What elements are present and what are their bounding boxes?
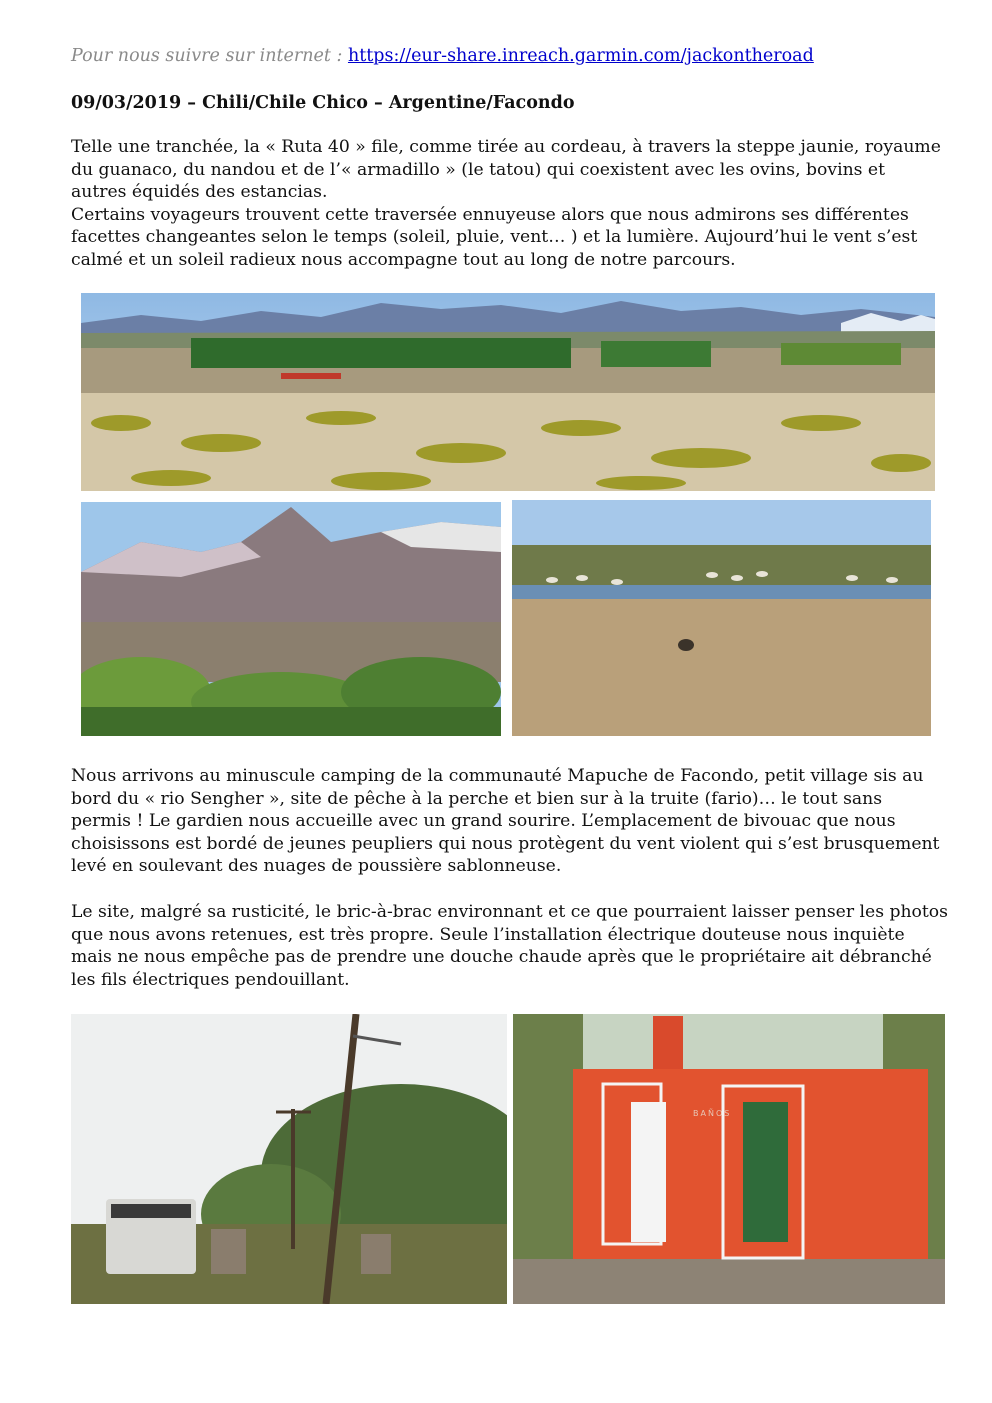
text-line: calmé et un soleil radieux nous accompagne tout au long de notre parcours. <box>71 249 736 270</box>
campsite-photo <box>71 1014 507 1304</box>
page-title: 09/03/2019 – Chili/Chile Chico – Argentine/Facondo <box>71 93 575 113</box>
text-line: bord du « rio Sengher », site de pêche à la perche et bien sur à la truite (fario)… le tout sans <box>71 788 883 809</box>
text-line: permis ! Le gardien nous accueille avec un grand sourire. L’emplacement de bivouac que nous <box>71 811 896 832</box>
text-line: facettes changeantes selon le temps (soleil, pluie, vent… ) et la lumière. Aujourd’hui le vent s’est <box>71 227 918 248</box>
sheep-rhea-photo <box>512 500 931 736</box>
text-line: levé en soulevant des nuages de poussière sablonneuse. <box>71 856 562 877</box>
baths-sign-text: BAÑOS <box>693 1109 732 1118</box>
text-line: les fils électriques pendouillant. <box>71 969 350 990</box>
text-line: autres équidés des estancias. <box>71 182 328 203</box>
paragraph-route <box>71 136 951 272</box>
paragraph-camping <box>71 765 951 878</box>
follow-intro: Pour nous suivre sur internet : <box>71 46 343 66</box>
text-line: choisissons est bordé de jeunes peupliers qui nous protègent du vent violent qui s’est brusquement <box>71 833 940 854</box>
header <box>71 46 814 66</box>
text-line: Nous arrivons au minuscule camping de la communauté Mapuche de Facondo, petit village sis au <box>71 766 924 786</box>
text-line: du guanaco, du nandou et de l’« armadillo » (le tatou) qui coexistent avec les ovins, bovins et <box>71 159 886 180</box>
tracking-link[interactable]: https://eur-share.inreach.garmin.com/jackontheroad <box>347 46 814 66</box>
text-line: Telle une tranchée, la « Ruta 40 » file, comme tirée au cordeau, à travers la steppe jaunie, royaume <box>71 137 941 157</box>
text-line: Le site, malgré sa rusticité, le bric-à-brac environnant et ce que pourraient laisser penser les photos <box>71 902 948 922</box>
baths-building-photo <box>513 1014 945 1304</box>
mountain-photo <box>81 502 501 736</box>
text-line: mais ne nous empêche pas de prendre une douche chaude après que le propriétaire ait débranché <box>71 947 932 968</box>
text-line: Certains voyageurs trouvent cette traversée ennuyeuse alors que nous admirons ses différentes <box>71 204 909 225</box>
steppe-panorama-photo <box>81 293 935 491</box>
paragraph-site <box>71 901 951 991</box>
text-line: que nous avons retenues, est très propre. Seule l’installation électrique douteuse nous inquiète <box>71 924 905 945</box>
